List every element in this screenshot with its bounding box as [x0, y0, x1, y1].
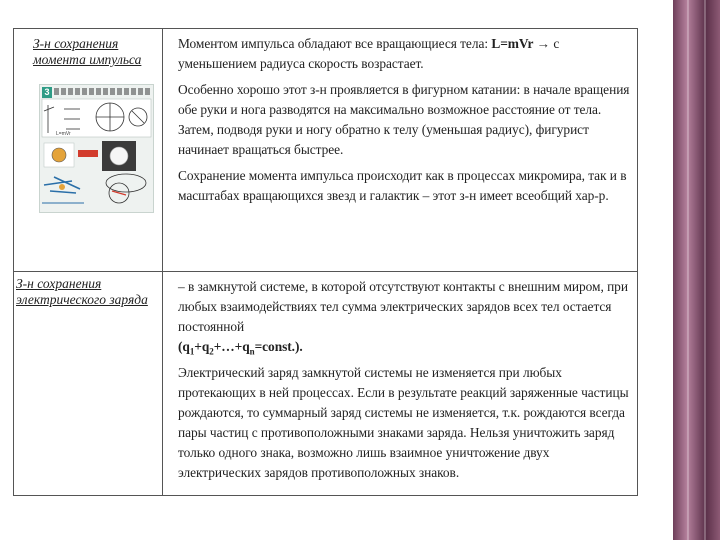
- laws-table: [13, 28, 638, 496]
- paragraph: Особенно хорошо этот з-н проявляется в фигурном катании: в начале вращения обе руки и нога разводятся на максимально возможное расстояние от тела. Затем, подводя руки и ногу обратно к телу (уменьшая радиус), фигурист начинает вращаться быстрее.: [178, 82, 630, 157]
- slide-number-badge: 3: [42, 87, 52, 98]
- law-description-cell: [163, 272, 638, 496]
- paragraph: Сохранение момента импульса происходит как в процессах микромира, так и в масштабах вращающихся звезд и галактик – этот з-н имеет всеобщий хар-р.: [178, 168, 627, 203]
- law-name-cell: [14, 272, 163, 496]
- law-description-cell: [163, 29, 638, 272]
- formula-subscript: 2: [209, 346, 214, 357]
- side-bar-stripe: [687, 0, 689, 540]
- table-row: [14, 29, 638, 272]
- decorative-side-bar: [673, 0, 720, 540]
- description-text-block: [163, 29, 637, 206]
- law-name-cell: [14, 29, 163, 272]
- paragraph: Электрический заряд замкнутой системы не изменяется при любых протекающих в ней процессах. Если в результате реакций заряженные частицы рождаются, то суммарный заряд системы не изменяется, т.к. рождаются всегда пары частиц с противоположными знаками заряда. Нельзя уничтожить заряд только одного знака, возможно лишь взаимное уничтожение двух электрических зарядов противоположных знаков.: [178, 365, 629, 480]
- formula-part: +q: [194, 339, 210, 354]
- figure-skating-illustration: [39, 84, 154, 213]
- law-title-angular-momentum: З-н сохранения момента импульса: [33, 36, 142, 67]
- text-run: – в замкнутой системе, в которой отсутствуют контакты с внешним миром, при любых взаимодействиях тел сумма электрических зарядов всех тел остается постоянной: [178, 279, 628, 334]
- side-bar-stripe: [704, 0, 706, 540]
- diagram-mark-text: L=mVr: [56, 131, 71, 137]
- law-title-electric-charge: З-н сохранения электрического заряда: [16, 276, 148, 307]
- charge-conservation-formula: [178, 339, 303, 357]
- paragraph: [178, 277, 633, 357]
- formula-part: (q: [178, 339, 190, 354]
- text-run: → с уменьшением радиуса скорость возрастает.: [178, 36, 560, 71]
- skater-diagram-svg: [40, 85, 153, 212]
- formula-subscript: n: [249, 346, 255, 357]
- angular-momentum-formula: L=mVr: [491, 36, 534, 51]
- description-text-block: [163, 272, 637, 483]
- formula-subscript: 1: [189, 346, 195, 357]
- formula-part: +…+q: [213, 339, 250, 354]
- text-run: Моментом импульса обладают все вращающиеся тела:: [178, 36, 492, 51]
- red-label-tag: [78, 150, 98, 157]
- formula-part: =const.).: [254, 339, 303, 354]
- table-row: [14, 272, 638, 496]
- paragraph: [178, 34, 633, 74]
